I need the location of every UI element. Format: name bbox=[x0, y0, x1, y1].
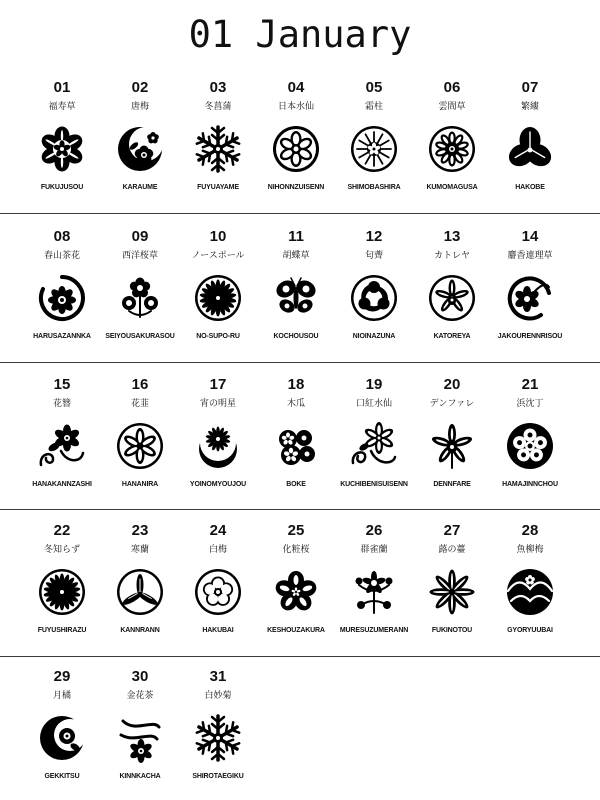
flower-name-romaji: KUCHIBENISUISENN bbox=[340, 481, 408, 488]
day-cell bbox=[335, 78, 413, 198]
flower-name-japanese: 西洋桜草 bbox=[121, 251, 158, 261]
flower-name-romaji: HAMAJINNCHOU bbox=[502, 481, 558, 488]
day-cell bbox=[179, 78, 257, 198]
day-cell bbox=[179, 227, 257, 347]
flower-name-japanese: 化粧桜 bbox=[282, 545, 310, 555]
crescent-fruit-icon bbox=[37, 713, 87, 763]
ring-chrysanthemum-icon bbox=[37, 567, 87, 617]
star-lily-icon bbox=[427, 567, 477, 617]
day-cell bbox=[335, 227, 413, 347]
day-cell bbox=[413, 521, 491, 641]
cherry-cluster-icon bbox=[271, 567, 321, 617]
row-divider bbox=[0, 656, 600, 657]
flower-name-romaji: HARUSAZANNKA bbox=[33, 333, 91, 340]
day-number: 12 bbox=[365, 228, 383, 245]
day-cell bbox=[491, 375, 569, 495]
ring-flower-icon bbox=[271, 124, 321, 174]
day-number: 29 bbox=[53, 668, 71, 685]
flower-name-romaji: KINNKACHA bbox=[119, 773, 161, 780]
flower-name-romaji: KOCHOUSOU bbox=[273, 333, 319, 340]
flower-name-romaji: FUYUSHIRAZU bbox=[37, 627, 87, 634]
row-divider bbox=[0, 509, 600, 510]
flower-name-japanese: 金花茶 bbox=[126, 691, 154, 701]
orchid-spray-icon bbox=[349, 567, 399, 617]
ring-orchid-icon bbox=[427, 273, 477, 323]
flower-name-romaji: KANNRANN bbox=[120, 627, 160, 634]
orchid-icon bbox=[427, 421, 477, 471]
ring-spray-icon bbox=[349, 124, 399, 174]
flower-name-japanese: 繁縷 bbox=[520, 102, 539, 112]
day-cell bbox=[413, 375, 491, 495]
day-number: 23 bbox=[131, 522, 149, 539]
vine-flower-icon bbox=[37, 421, 87, 471]
flower-name-romaji: KUMOMAGUSA bbox=[426, 184, 478, 191]
day-number: 26 bbox=[365, 522, 383, 539]
day-cell bbox=[491, 227, 569, 347]
day-number: 25 bbox=[287, 522, 305, 539]
narcissus-vine-icon bbox=[349, 421, 399, 471]
flower-name-japanese: 麝香連理草 bbox=[507, 251, 553, 261]
flower-name-japanese: 蕗の薹 bbox=[438, 545, 466, 555]
swirl-bloom-icon bbox=[505, 273, 555, 323]
flower-name-romaji: HAKOBE bbox=[515, 184, 545, 191]
flower-name-romaji: SHIMOBASHIRA bbox=[347, 184, 401, 191]
day-number: 04 bbox=[287, 79, 305, 96]
day-number: 16 bbox=[131, 376, 149, 393]
day-number: 28 bbox=[521, 522, 539, 539]
day-cell bbox=[257, 521, 335, 641]
flower-name-romaji: FUKUJUSOU bbox=[40, 184, 84, 191]
flower-name-romaji: HANANIRA bbox=[121, 481, 159, 488]
flower-name-romaji: DENNFARE bbox=[433, 481, 471, 488]
ring-chrysanthemum-icon bbox=[193, 273, 243, 323]
day-number: 05 bbox=[365, 79, 383, 96]
day-cell bbox=[179, 667, 257, 787]
day-number: 08 bbox=[53, 228, 71, 245]
flower-name-japanese: ノースポール bbox=[191, 251, 245, 261]
flower-name-romaji: MURESUZUMERANN bbox=[339, 627, 409, 634]
ring-daisy-icon bbox=[427, 124, 477, 174]
day-cell bbox=[101, 667, 179, 787]
flower-name-japanese: 霜柱 bbox=[364, 102, 383, 112]
day-number: 15 bbox=[53, 376, 71, 393]
flower-name-romaji: NO-SUPO-RU bbox=[196, 333, 240, 340]
day-cell bbox=[413, 227, 491, 347]
day-number: 17 bbox=[209, 376, 227, 393]
day-number: 10 bbox=[209, 228, 227, 245]
flower-name-romaji: YOINOMYOUJOU bbox=[189, 481, 247, 488]
flower-name-japanese: 日本水仙 bbox=[277, 102, 314, 112]
flower-crest-icon bbox=[37, 124, 87, 174]
day-cell bbox=[101, 78, 179, 198]
page-title: 01 January bbox=[188, 13, 412, 56]
day-cell bbox=[101, 375, 179, 495]
flower-name-romaji: BOKE bbox=[286, 481, 306, 488]
snowflake-icon bbox=[193, 713, 243, 763]
ring-leaves-icon bbox=[115, 567, 165, 617]
flower-name-japanese: 白梅 bbox=[208, 545, 227, 555]
flower-name-japanese: 木瓜 bbox=[286, 399, 305, 409]
tomoe-icon bbox=[349, 273, 399, 323]
day-cell bbox=[101, 521, 179, 641]
day-number: 09 bbox=[131, 228, 149, 245]
flower-name-japanese: 胡蝶草 bbox=[282, 251, 310, 261]
trefoil-icon bbox=[505, 124, 555, 174]
flower-name-romaji: NIHONNZUISENN bbox=[267, 184, 325, 191]
crescent-plum-icon bbox=[115, 124, 165, 174]
flower-name-japanese: 宵の明星 bbox=[199, 399, 236, 409]
day-number: 11 bbox=[288, 228, 304, 245]
flower-name-romaji: GYORYUUBAI bbox=[507, 627, 553, 634]
camellia-swirl-icon bbox=[115, 713, 165, 763]
flower-name-japanese: 月橘 bbox=[52, 691, 71, 701]
day-number: 21 bbox=[521, 376, 539, 393]
flower-name-japanese: 花簪 bbox=[52, 399, 71, 409]
flower-name-japanese: デンファレ bbox=[429, 399, 475, 409]
flower-name-romaji: GEKKITSU bbox=[44, 773, 80, 780]
day-number: 18 bbox=[287, 376, 305, 393]
day-cell bbox=[335, 521, 413, 641]
flower-name-romaji: SHIROTAEGIKU bbox=[192, 773, 244, 780]
flower-name-romaji: HAKUBAI bbox=[202, 627, 234, 634]
day-cell bbox=[23, 78, 101, 198]
snowflake-icon bbox=[193, 124, 243, 174]
flower-name-japanese: 福寿草 bbox=[48, 102, 76, 112]
day-number: 07 bbox=[521, 79, 539, 96]
row-divider bbox=[0, 362, 600, 363]
day-number: 02 bbox=[131, 79, 149, 96]
flower-name-japanese: 唐梅 bbox=[130, 102, 149, 112]
day-cell bbox=[491, 78, 569, 198]
day-number: 13 bbox=[443, 228, 461, 245]
flower-name-romaji: JAKOURENNRISOU bbox=[497, 333, 563, 340]
flower-name-japanese: 魚柳梅 bbox=[516, 545, 544, 555]
flower-name-japanese: 群雀蘭 bbox=[360, 545, 388, 555]
day-cell bbox=[413, 78, 491, 198]
flower-name-romaji: KARAUME bbox=[122, 184, 158, 191]
flower-name-romaji: FUKINOTOU bbox=[431, 627, 473, 634]
butterfly-icon bbox=[271, 273, 321, 323]
ring-star-icon bbox=[115, 421, 165, 471]
flower-name-romaji: HANAKANNZASHI bbox=[32, 481, 92, 488]
day-number: 01 bbox=[53, 79, 71, 96]
day-cell bbox=[179, 521, 257, 641]
row-divider bbox=[0, 213, 600, 214]
day-number: 03 bbox=[209, 79, 227, 96]
flower-name-japanese: 冬菖蒲 bbox=[204, 102, 232, 112]
flower-name-romaji: FUYUAYAME bbox=[197, 184, 239, 191]
flower-name-japanese: 匂薺 bbox=[364, 251, 383, 261]
ring-waves-icon bbox=[505, 567, 555, 617]
flower-name-japanese: 花韮 bbox=[130, 399, 149, 409]
day-cell bbox=[23, 521, 101, 641]
day-cell bbox=[257, 227, 335, 347]
day-cell bbox=[179, 375, 257, 495]
day-cell bbox=[101, 227, 179, 347]
flower-name-romaji: KESHOUZAKURA bbox=[267, 627, 325, 634]
flower-name-romaji: SEIYOUSAKURASOU bbox=[105, 333, 175, 340]
ring-blossom-icon bbox=[505, 421, 555, 471]
flower-name-japanese: カトレヤ bbox=[433, 251, 470, 261]
flower-name-japanese: 白妙菊 bbox=[204, 691, 232, 701]
day-number: 14 bbox=[521, 228, 539, 245]
day-cell bbox=[23, 375, 101, 495]
ring-plum-icon bbox=[193, 567, 243, 617]
blossom-cluster-icon bbox=[271, 421, 321, 471]
day-cell bbox=[257, 375, 335, 495]
day-number: 31 bbox=[209, 668, 227, 685]
day-number: 27 bbox=[443, 522, 461, 539]
day-number: 24 bbox=[209, 522, 227, 539]
day-number: 06 bbox=[443, 79, 461, 96]
flower-name-japanese: 浜沈丁 bbox=[516, 399, 544, 409]
day-cell bbox=[491, 521, 569, 641]
day-number: 30 bbox=[131, 668, 149, 685]
flower-name-japanese: 口紅水仙 bbox=[355, 399, 392, 409]
flower-name-japanese: 雲間草 bbox=[438, 102, 466, 112]
flower-name-japanese: 春山茶花 bbox=[43, 251, 80, 261]
flower-name-japanese: 寒蘭 bbox=[130, 545, 149, 555]
day-cell bbox=[257, 78, 335, 198]
day-cell bbox=[23, 667, 101, 787]
day-cell bbox=[23, 227, 101, 347]
day-number: 20 bbox=[443, 376, 461, 393]
swirl-flower-icon bbox=[37, 273, 87, 323]
flower-name-japanese: 冬知らず bbox=[43, 545, 80, 555]
day-cell bbox=[335, 375, 413, 495]
primrose-icon bbox=[115, 273, 165, 323]
flower-name-romaji: NIOINAZUNA bbox=[352, 333, 396, 340]
day-number: 22 bbox=[53, 522, 71, 539]
crescent-sun-icon bbox=[193, 421, 243, 471]
flower-name-romaji: KATOREYA bbox=[433, 333, 471, 340]
day-number: 19 bbox=[365, 376, 383, 393]
